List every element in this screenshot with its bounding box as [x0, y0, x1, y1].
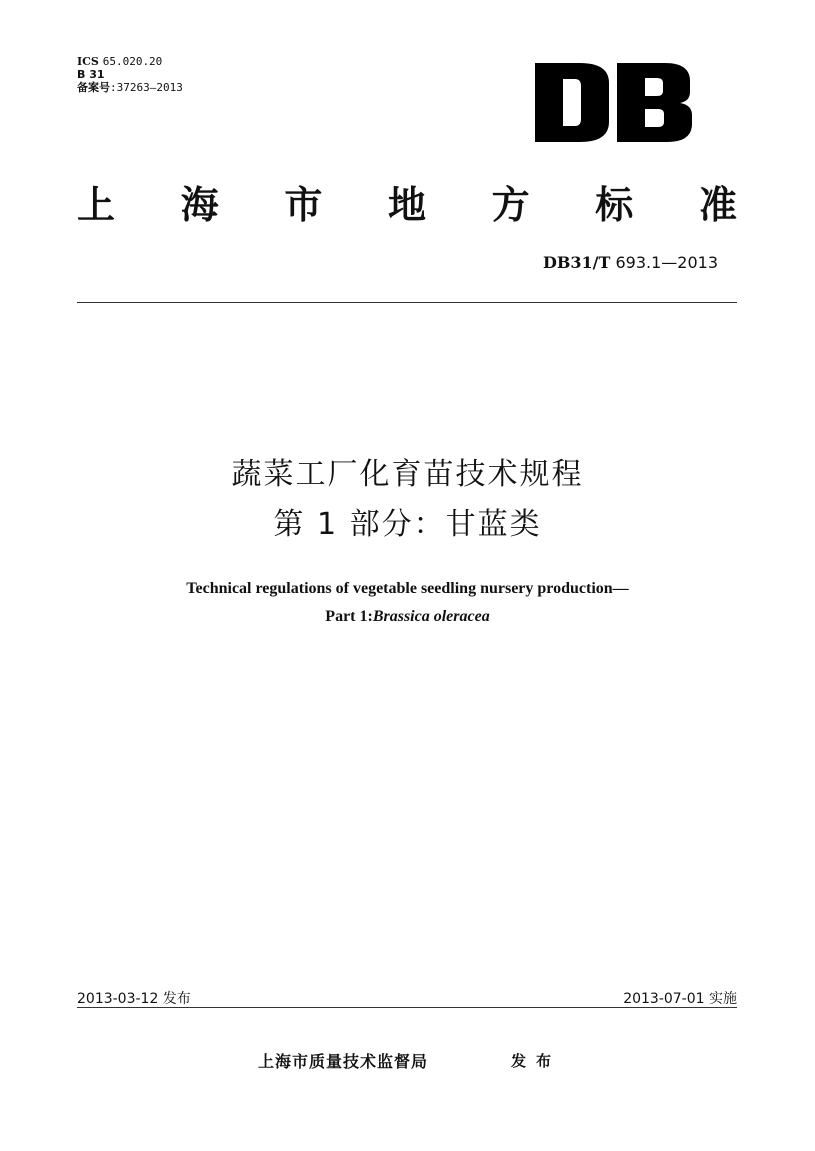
- record-value: :37263—2013: [110, 81, 183, 94]
- classification-block: [77, 55, 183, 94]
- footer-divider: [77, 1007, 737, 1008]
- title-char: 市: [284, 183, 323, 227]
- ccs-code: B 31: [77, 68, 105, 81]
- ics-code: [77, 55, 183, 68]
- title-char: 准: [698, 183, 737, 227]
- publish-date: 2013-03-12 发布: [77, 991, 191, 1007]
- title-char: 上: [77, 183, 116, 227]
- english-title-line-2: [0, 606, 815, 628]
- standard-code-prefix: DB31/T: [542, 253, 611, 272]
- ics-value: 65.020.20: [102, 55, 163, 68]
- english-title-species: Brassica oleracea: [372, 608, 490, 625]
- title-char: 方: [491, 183, 530, 227]
- header-divider: [77, 302, 737, 303]
- db-logo: [535, 63, 692, 142]
- title-char: 地: [387, 183, 426, 227]
- title-char: 海: [180, 183, 219, 227]
- standard-type-title: [77, 180, 737, 230]
- implement-date: 2013-07-01 实施: [623, 991, 737, 1007]
- record-number: [77, 81, 183, 94]
- standard-code: [543, 253, 718, 272]
- record-label: 备案号: [77, 81, 110, 94]
- english-title-line-1: Technical regulations of vegetable seedling nursery production—: [186, 580, 629, 597]
- standard-code-number: 693.1—2013: [615, 253, 718, 272]
- english-title-part: Part 1:: [325, 608, 373, 625]
- chinese-title-line-1: 蔬菜工厂化育苗技术规程: [231, 457, 584, 492]
- title-char: 标: [595, 183, 634, 227]
- issue-label: 发布: [511, 1052, 562, 1070]
- chinese-title-line-2: 第 1 部分：甘蓝类: [273, 507, 542, 542]
- issuing-authority: 上海市质量技术监督局: [258, 1052, 429, 1071]
- ics-label: ICS: [77, 55, 99, 68]
